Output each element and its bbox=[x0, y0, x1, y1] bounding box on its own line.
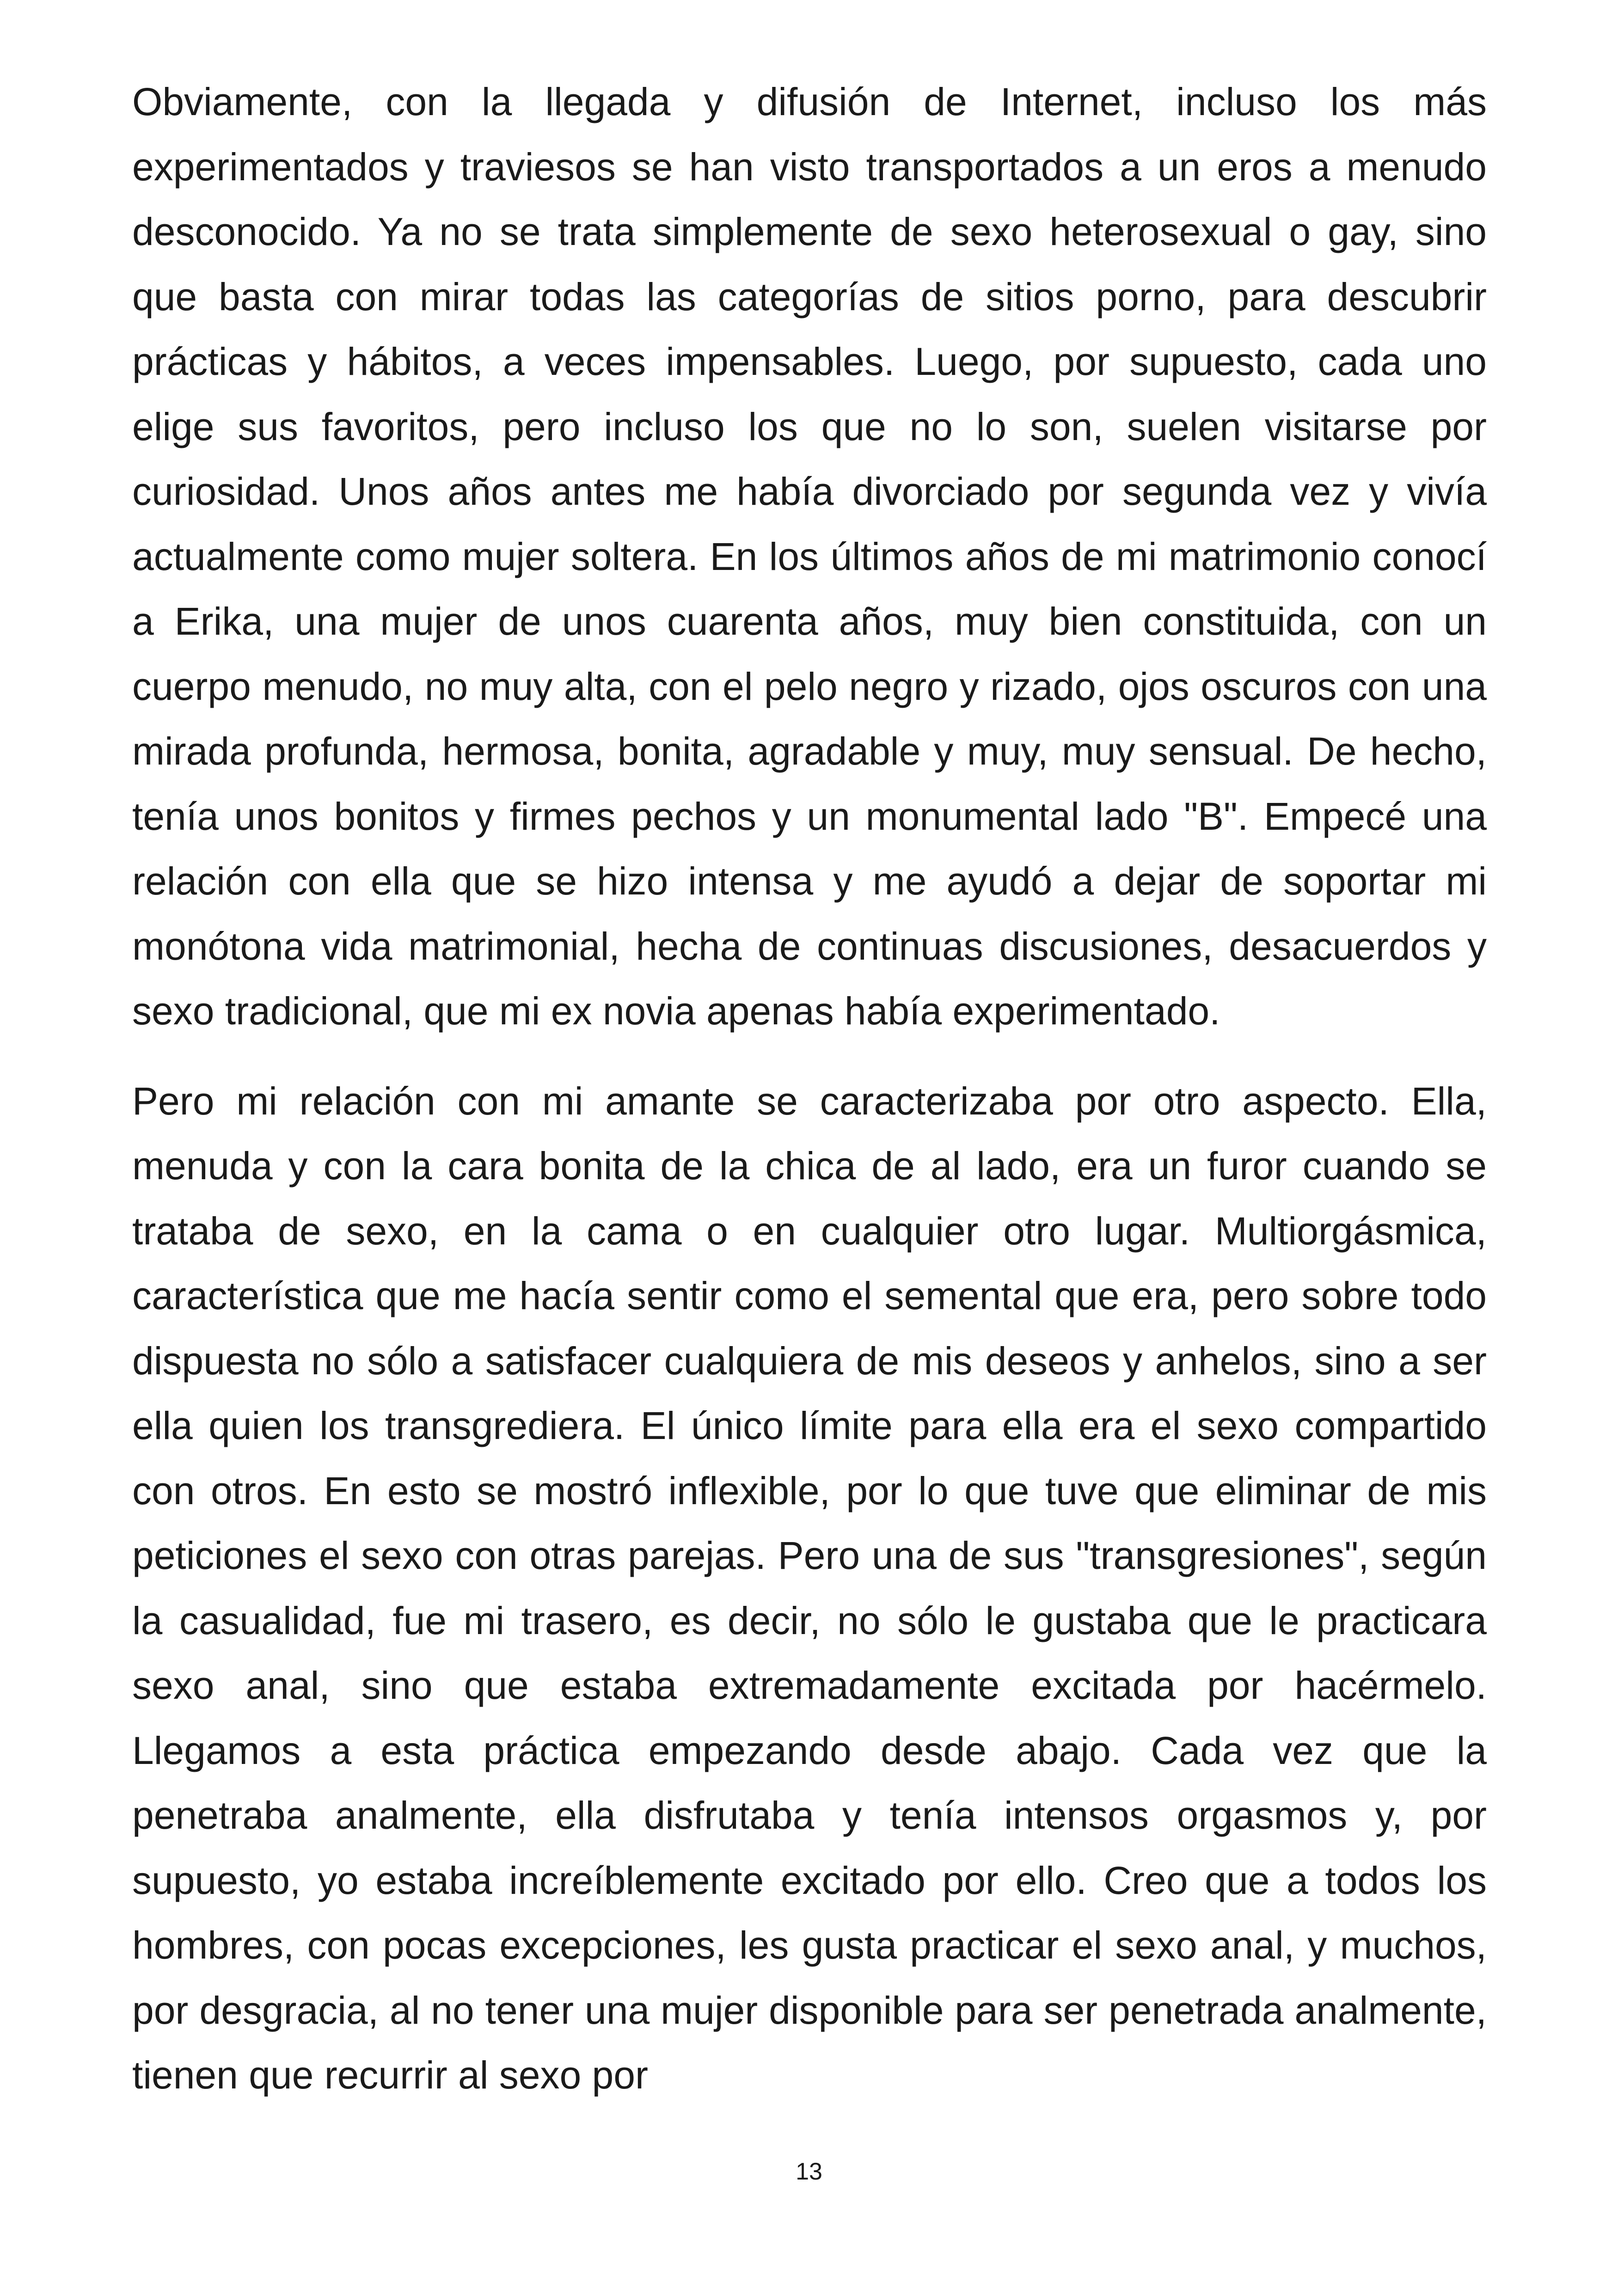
body-text bbox=[132, 69, 1487, 2108]
paragraph-1: Obviamente, con la llegada y difusión de Internet, incluso los más experimentados y traviesos se han visto transportados a un eros a menudo desconocido. Ya no se trata simplemente de sexo heterosexual o gay, sino que basta con mirar todas las categorías de sitios porno, para descubrir prácticas y hábitos, a veces impensables. Luego, por supuesto, cada uno elige sus favoritos, pero incluso los que no lo son, suelen visitarse por curiosidad. Unos años antes me había divorciado por segunda vez y vivía actualmente como mujer soltera. En los últimos años de mi matrimonio conocí a Erika, una mujer de unos cuarenta años, muy bien constituida, con un cuerpo menudo, no muy alta, con el pelo negro y rizado, ojos oscuros con una mirada profunda, hermosa, bonita, agradable y muy, muy sensual. De hecho, tenía unos bonitos y firmes pechos y un monumental lado "B". Empecé una relación con ella que se hizo intensa y me ayudó a dejar de soportar mi monótona vida matrimonial, hecha de continuas discusiones, desacuerdos y sexo tradicional, que mi ex novia apenas había experimentado. bbox=[132, 80, 1487, 1033]
paragraph-2: Pero mi relación con mi amante se caracterizaba por otro aspecto. Ella, menuda y con la cara bonita de la chica de al lado, era un furor cuando se trataba de sexo, en la cama o en cualquier otro lugar. Multiorgásmica, característica que me hacía sentir como el semental que era, pero sobre todo dispuesta no sólo a satisfacer cualquiera de mis deseos y anhelos, sino a ser ella quien los transgrediera. El único límite para ella era el sexo compartido con otros. En esto se mostró inflexible, por lo que tuve que eliminar de mis peticiones el sexo con otras parejas. Pero una de sus "transgresiones", según la casualidad, fue mi trasero, es decir, no sólo le gustaba que le practicara sexo anal, sino que estaba extremadamente excitada por hacérmelo. Llegamos a esta práctica empezando desde abajo. Cada vez que la penetraba analmente, ella disfrutaba y tenía intensos orgasmos y, por supuesto, yo estaba increíblemente excitado por ello. Creo que a todos los hombres, con pocas excepciones, les gusta practicar el sexo anal, y muchos, por desgracia, al no tener una mujer disponible para ser penetrada analmente, tienen que recurrir al sexo por bbox=[132, 1079, 1487, 2097]
page-number: 13 bbox=[796, 2158, 822, 2185]
